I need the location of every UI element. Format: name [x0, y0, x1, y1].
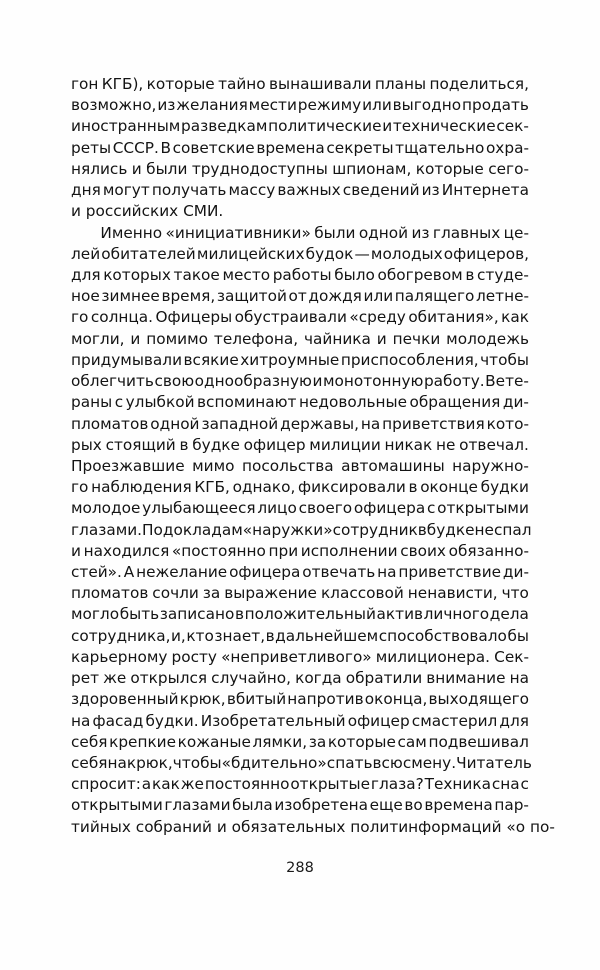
text-line — [71, 329, 529, 350]
word: хитроумные — [240, 350, 340, 369]
text-line — [71, 201, 529, 222]
word: приспособления, — [340, 350, 479, 369]
text-line — [71, 392, 529, 413]
word: работы — [272, 265, 332, 284]
text-line — [71, 541, 529, 562]
word: записано — [159, 605, 235, 624]
word: «инициативники» — [165, 223, 311, 242]
word: нялись — [71, 159, 128, 178]
word: придумывали — [71, 350, 183, 369]
word: офицера — [229, 563, 301, 582]
word: А — [123, 563, 135, 582]
word: монотонную — [322, 372, 424, 391]
word: обитателей — [101, 244, 196, 263]
word: в — [465, 265, 475, 284]
line-text: и российских СМИ. — [71, 202, 224, 221]
word: глазами. — [71, 520, 143, 539]
word: будки. — [145, 711, 199, 730]
word: Изобретательный — [200, 711, 346, 730]
word: го — [71, 478, 89, 497]
word: из — [421, 181, 440, 200]
word: в — [265, 626, 275, 645]
word: актив — [376, 605, 424, 624]
word: рет — [71, 669, 100, 688]
word: время, — [161, 287, 216, 306]
word: милиционера. — [375, 647, 491, 666]
word: планы — [374, 75, 427, 93]
word: не — [474, 520, 494, 539]
word: Техника — [424, 775, 491, 794]
word: будки — [480, 478, 529, 497]
word: же — [103, 669, 127, 688]
text-line — [71, 689, 529, 710]
word: за — [202, 584, 221, 603]
page-number: 288 — [286, 860, 314, 876]
text-line — [71, 350, 529, 371]
word: такое — [173, 265, 220, 284]
text-line — [71, 732, 529, 753]
word: себя — [71, 754, 108, 772]
word: внимание — [426, 669, 506, 688]
word: телефона, — [213, 329, 299, 348]
word: солнца. — [90, 308, 154, 327]
word: сна — [491, 775, 520, 794]
word: на — [71, 711, 91, 730]
word: политические — [268, 117, 382, 136]
word: обитания», — [408, 308, 499, 327]
word: Именно — [100, 223, 163, 242]
word: для — [71, 265, 101, 284]
word: и — [376, 329, 387, 348]
word: охра- — [485, 138, 529, 157]
word: была — [232, 796, 273, 815]
word: Вете- — [485, 372, 529, 391]
word: обращения — [409, 393, 501, 412]
word: сотрудника, — [71, 626, 171, 645]
word: зимнее — [101, 287, 160, 306]
word: положительный — [244, 605, 376, 624]
word: молодежь — [446, 329, 529, 348]
paragraph-indent — [71, 223, 97, 244]
word: разведкам — [181, 117, 268, 136]
word: однообразную — [194, 372, 312, 391]
text-line — [71, 562, 529, 583]
word: крюк, — [126, 754, 173, 772]
word: мести — [248, 96, 297, 115]
word: смастерил — [411, 711, 498, 730]
text-line — [71, 456, 529, 477]
word: массу — [228, 181, 276, 200]
word: «среду — [349, 308, 406, 327]
text-line — [71, 159, 529, 180]
word: ди- — [502, 563, 529, 582]
word: рых — [71, 435, 102, 454]
word: «неприветливого» — [221, 647, 372, 666]
word: и — [131, 159, 142, 178]
word: и — [71, 541, 81, 560]
word: наблюдения — [91, 478, 192, 497]
word: КГБ, — [194, 478, 230, 497]
word: защитой — [216, 287, 287, 306]
word: лицо — [257, 499, 297, 518]
body-text-block — [71, 74, 555, 838]
word: ди- — [502, 393, 529, 412]
word: фиксировали — [298, 478, 406, 497]
word: гон — [71, 75, 99, 93]
word: из — [157, 96, 176, 115]
word: в — [408, 478, 418, 497]
word: знает, — [214, 626, 266, 645]
word: для — [499, 711, 529, 730]
word: личного — [423, 605, 490, 624]
word: державы, — [280, 414, 359, 433]
word: одной — [358, 223, 409, 242]
word: исполнении — [300, 541, 398, 560]
text-line — [71, 74, 529, 95]
word: советские — [172, 138, 255, 157]
word: своего — [298, 499, 353, 518]
word: СССР. — [112, 138, 159, 157]
word: кто — [186, 626, 214, 645]
word: смену. — [402, 754, 457, 772]
word: приветствия — [382, 414, 485, 433]
word: По — [142, 520, 163, 539]
word: офицер — [243, 435, 306, 454]
text-line — [71, 265, 529, 286]
word: дня — [71, 181, 101, 200]
word: стоящий — [105, 435, 176, 454]
word: ненависти, — [407, 584, 498, 603]
word: вбитый — [226, 690, 287, 709]
word: желания — [176, 96, 248, 115]
word: оконце — [420, 478, 478, 497]
word: в — [179, 435, 189, 454]
word: спросит: — [71, 775, 141, 794]
word: чтобы — [172, 754, 222, 772]
word: «наружки» — [242, 520, 333, 539]
word: приветствие — [398, 563, 502, 582]
word: на — [107, 754, 127, 772]
word: реты — [71, 138, 112, 157]
word: лей — [71, 244, 101, 263]
word: нежелание — [136, 563, 228, 582]
word: изобретена — [274, 796, 369, 815]
word: карьерному — [71, 647, 168, 666]
word: дела — [489, 605, 529, 624]
word: вспоминают — [197, 393, 297, 412]
word: и — [382, 117, 393, 136]
word: раны — [71, 393, 113, 412]
word: пар- — [494, 796, 529, 815]
word: которые — [415, 159, 484, 178]
word: улыбкой — [125, 393, 195, 412]
word: Интернета — [441, 181, 529, 200]
word: недовольные — [298, 393, 407, 412]
word: «постоянно — [171, 541, 266, 560]
word: сведений — [342, 181, 420, 200]
word: секреты — [326, 138, 394, 157]
word: было — [334, 265, 375, 284]
word: улыбающееся — [142, 499, 256, 518]
word: офицера — [353, 499, 426, 518]
word: бы — [507, 626, 529, 645]
word: дальнейшем — [275, 626, 379, 645]
word: крепкие — [109, 732, 177, 751]
word: глаза? — [370, 775, 424, 794]
word: будке — [426, 520, 475, 539]
word: всякие — [183, 350, 239, 369]
word: обогревом — [377, 265, 463, 284]
text-line — [71, 223, 529, 244]
word: Сек- — [494, 647, 529, 666]
text-line — [71, 477, 529, 498]
word: шпионам, — [332, 159, 412, 178]
word: что — [501, 584, 529, 603]
word: главных — [432, 223, 501, 242]
word: с — [520, 775, 529, 794]
word: будке — [192, 435, 240, 454]
word: студе- — [477, 265, 529, 284]
word: посольства — [241, 456, 334, 475]
word: обязанно- — [448, 541, 529, 560]
word: одной — [150, 414, 200, 433]
word: мимо — [192, 456, 235, 475]
word: открылся — [130, 669, 208, 688]
word: могли, — [71, 329, 125, 348]
text-line — [71, 817, 555, 838]
text-line — [71, 371, 529, 392]
word: офицер — [347, 711, 410, 730]
word: на — [360, 414, 381, 433]
word: кото- — [486, 414, 529, 433]
word: напротив — [287, 690, 364, 709]
text-line — [71, 116, 529, 137]
word: це- — [503, 223, 529, 242]
word: сек- — [496, 117, 529, 136]
word: времена — [256, 138, 325, 157]
word: тайно — [218, 75, 266, 93]
text-line — [71, 774, 529, 795]
word: В — [160, 138, 171, 157]
text-line — [71, 95, 529, 116]
word: молодое — [71, 499, 141, 518]
word: иностранным — [71, 117, 181, 136]
text-line — [71, 244, 529, 265]
word: поделиться, — [429, 75, 529, 93]
word: во — [404, 796, 423, 815]
word: с — [114, 393, 124, 412]
word: Читатель — [456, 754, 532, 772]
word: себя — [71, 732, 108, 751]
word: Проезжавшие — [71, 456, 185, 475]
word: пломатов — [71, 584, 149, 603]
word: палящего — [394, 287, 475, 306]
word: находился — [83, 541, 170, 560]
word: стей». — [71, 563, 122, 582]
word: и — [130, 329, 141, 348]
text-line — [71, 604, 529, 625]
word: режиму — [297, 96, 362, 115]
word: чайника — [303, 329, 371, 348]
word: же — [180, 775, 204, 794]
word: вынашивали — [269, 75, 372, 93]
text-line — [71, 583, 529, 604]
word: милиции — [309, 435, 381, 454]
word: дождя — [308, 287, 362, 306]
word: возможно, — [71, 96, 157, 115]
word: которые — [327, 732, 396, 751]
word: отвечать — [302, 563, 376, 582]
word: способствовало — [378, 626, 507, 645]
text-line — [71, 753, 532, 774]
word: которых — [103, 265, 171, 284]
word: всю — [372, 754, 403, 772]
word: место — [222, 265, 271, 284]
word: выражение — [224, 584, 317, 603]
word: могут — [102, 181, 150, 200]
word: офицеров, — [443, 244, 529, 263]
word: которые — [146, 75, 215, 93]
word: свою — [154, 372, 195, 391]
word: с — [426, 499, 436, 518]
word: лямки, — [252, 732, 308, 751]
word: милицейских — [196, 244, 305, 263]
word: получать — [151, 181, 227, 200]
text-line — [71, 520, 532, 541]
word: как — [152, 775, 180, 794]
word: случайно, — [211, 669, 291, 688]
word: могло — [71, 605, 120, 624]
word: на — [377, 563, 397, 582]
word: западной — [201, 414, 279, 433]
word: на — [509, 669, 529, 688]
word: постоянно — [204, 775, 290, 794]
word: будок — [305, 244, 354, 263]
word: были — [314, 223, 356, 242]
word: никак — [384, 435, 433, 454]
word: сего- — [488, 159, 529, 178]
word: молодых — [370, 244, 443, 263]
word: тщательно — [395, 138, 485, 157]
word: классовой — [320, 584, 404, 603]
word: от — [288, 287, 307, 306]
word: открытыми — [437, 499, 529, 518]
word: пломатов — [71, 414, 149, 433]
word: обратили — [345, 669, 423, 688]
word: были — [146, 159, 188, 178]
text-line — [71, 180, 529, 201]
word: продать — [462, 96, 529, 115]
word: за — [308, 732, 327, 751]
word: облегчить — [71, 372, 154, 391]
word: сочли — [152, 584, 199, 603]
word: ное — [71, 287, 100, 306]
text-line — [71, 795, 529, 816]
line-text: тийных собраний и обязательных политинформаций «о по- — [71, 817, 555, 836]
word: выходящего — [428, 690, 529, 709]
word: и, — [170, 626, 186, 645]
word: глазами — [164, 796, 231, 815]
word: когда — [295, 669, 342, 688]
text-line — [71, 435, 529, 456]
word: из — [411, 223, 430, 242]
word: КГБ), — [101, 75, 144, 93]
text-line — [71, 414, 529, 435]
word: открытые — [290, 775, 371, 794]
word: в — [234, 605, 244, 624]
word: как — [501, 308, 529, 327]
word: сам — [397, 732, 427, 751]
text-line — [71, 138, 529, 159]
word: обустраивали — [234, 308, 347, 327]
word: своих — [400, 541, 446, 560]
word: кожаные — [177, 732, 251, 751]
word: сотрудник — [332, 520, 418, 539]
word: помимо — [146, 329, 209, 348]
word: в — [417, 520, 427, 539]
word: или — [363, 287, 394, 306]
word: открытыми — [71, 796, 163, 815]
word: го — [71, 308, 89, 327]
word: печки — [392, 329, 441, 348]
word: еще — [369, 796, 403, 815]
word: фасад — [92, 711, 144, 730]
word: спал — [493, 520, 532, 539]
text-line — [71, 498, 529, 519]
word: оконца, — [364, 690, 428, 709]
text-line — [71, 307, 529, 328]
word: подвешивал — [428, 732, 529, 751]
word: автомашины — [341, 456, 445, 475]
word: спать — [326, 754, 373, 772]
text-line — [71, 626, 529, 647]
text-line — [71, 668, 529, 689]
word: времена — [424, 796, 493, 815]
word: «бдительно» — [221, 754, 327, 772]
word: отвечал. — [459, 435, 529, 454]
word: росту — [171, 647, 217, 666]
text-line — [71, 647, 529, 668]
word: и — [312, 372, 323, 391]
word: Офицеры — [155, 308, 233, 327]
word: чтобы — [480, 350, 529, 369]
word: быть — [119, 605, 160, 624]
word: важных — [277, 181, 341, 200]
word: не — [436, 435, 456, 454]
word: а — [141, 775, 152, 794]
word: технические — [392, 117, 496, 136]
text-line — [71, 711, 529, 732]
word: или — [362, 96, 392, 115]
word: докладам — [162, 520, 243, 539]
word: работу. — [423, 372, 485, 391]
word: труднодоступны — [191, 159, 328, 178]
word: летне- — [475, 287, 529, 306]
word: наружно- — [452, 456, 529, 475]
word: крюк, — [179, 690, 226, 709]
text-line — [71, 286, 529, 307]
word: здоровенный — [71, 690, 179, 709]
word: — — [354, 244, 370, 263]
word: при — [268, 541, 299, 560]
word: выгодно — [392, 96, 462, 115]
word: однако, — [232, 478, 296, 497]
